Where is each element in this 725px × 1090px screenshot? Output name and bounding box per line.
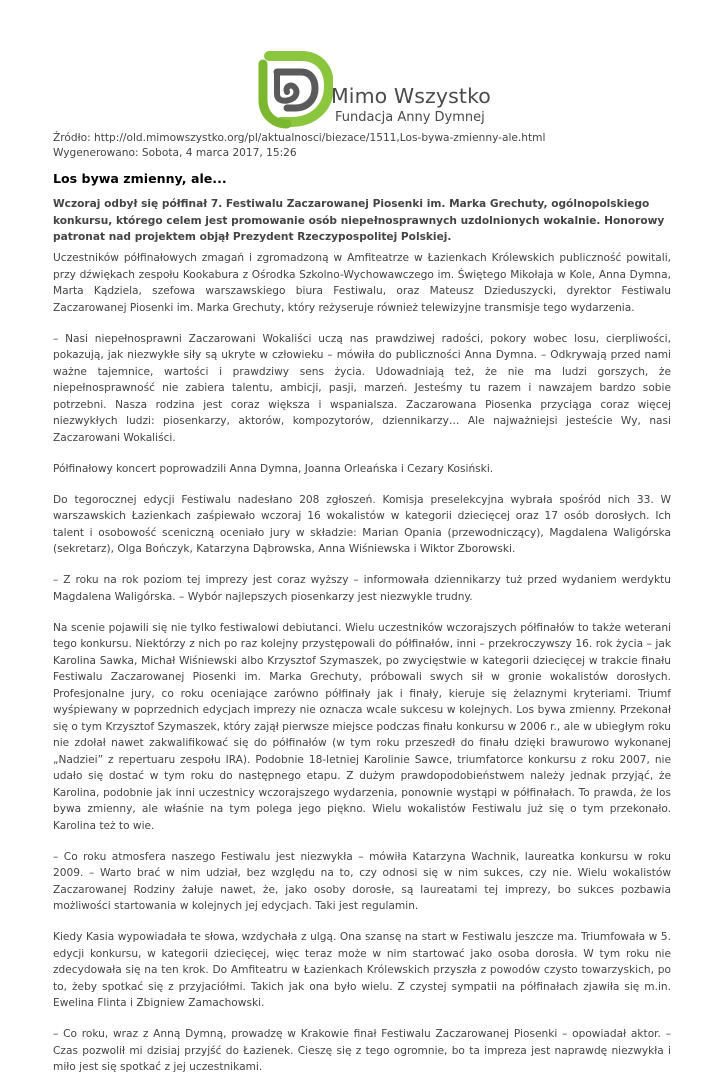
spiral-logo-icon (253, 50, 333, 130)
article-title: Los bywa zmienny, ale... (53, 171, 227, 186)
article-body (53, 250, 671, 1090)
article-paragraph: Na scenie pojawili się nie tylko festiwalowi debiutanci. Wielu uczestników wczorajszych półfinałów to także weterani tego konkursu. Niektórzy z nich po raz kolejny przystępowali do półfinałów, inni – przekroczywszy 16. rok życia – jak Karolina Sawka, Michał Wiśniewski albo Krzysztof Szymaszek, po zwycięstwie w kategorii dziecięcej w trakcie finału Festiwalu Zaczarowanej Piosenki im. Marka Grechuty, próbowali swych sił w gronie wokalistów dorosłych. Profesjonalne jury, co roku oceniające zarówno półfinały jak i finały, kieruje się żelaznymi kryteriami. Triumf wyśpiewany w poprzednich edycjach imprezy nie oznacza wcale sukcesu w kolejnych. Los bywa zmienny. Przekonał się o tym Krzysztof Szymaszek, który zajął pierwsze miejsce podczas finału konkursu w 2006 r., ale w ubiegłym roku nie zdołał nawet zakwalifikować się do półfinałów (w tym roku przeszedł do finału dzięki brawurowo wykonanej „Nadziei” z repertuaru zespołu IRA). Podobnie 18-letniej Karolinie Sawce, triumfatorce konkursu z roku 2007, nie udało się dostać w tym roku do następnego etapu. Z dużym prawdopodobieństwem należy jednak przyjąć, że Karolina, podobnie jak inni uczestnicy wczorajszego wydarzenia, ponownie wystąpi w półfinałach. To prawda, że los bywa zmienny, ale właśnie na tym polega jego piękno. Wielu wokalistów Festiwalu już się o tym przekonało. Karolina też to wie. (53, 621, 671, 832)
logo-subtitle: Fundacja Anny Dymnej (335, 110, 485, 125)
article-paragraph: – Z roku na rok poziom tej imprezy jest coraz wyższy – informowała dziennikarzy tuż przed wydaniem werdyktu Magdalena Waligórska. – Wybór najlepszych piosenkarzy jest niezwykle trudny. (53, 574, 671, 603)
article-paragraph: – Co roku atmosfera naszego Festiwalu jest niezwykła – mówiła Katarzyna Wachnik, laureatka konkursu w roku 2009. – Warto brać w nim udział, bez względu na to, czy odnosi się w nim sukces, czy nie. Wielu wokalistów Zaczarowanej Rodziny żałuje nawet, że, jako osoby dorosłe, są laureatami tej imprezy, bo sukces pozbawia możliwości startowania w kolejnych jej edycjach. Taki jest regulamin. (53, 850, 671, 912)
foundation-logo (253, 50, 553, 140)
article-lead: Wczoraj odbył się półfinał 7. Festiwalu Zaczarowanej Piosenki im. Marka Grechuty, ogólnopolskiego konkursu, którego celem jest promowanie osób niepełnosprawnych uzdolnionych wokalnie. Honorowy patronat nad projektem objął Prezydent Rzeczypospolitej Polskiej. (53, 198, 665, 243)
generated-date: Wygenerowano: Sobota, 4 marca 2017, 15:26 (53, 146, 297, 159)
article-paragraph: Półfinałowy koncert poprowadzili Anna Dymna, Joanna Orleańska i Cezary Kosiński. (53, 462, 494, 475)
article-paragraph: Do tegorocznej edycji Festiwalu nadesłano 208 zgłoszeń. Komisja preselekcyjna wybrała spośród nich 33. W warszawskich Łazienkach zaśpiewało wczoraj 16 wokalistów w kategorii dziecięcej oraz 17 osób dorosłych. Ich talent i osobowość sceniczną oceniało jury w składzie: Marian Opania (przewodniczący), Magdalena Waligórska (sekretarz), Olga Bończyk, Katarzyna Dąbrowska, Anna Wiśniewska i Wiktor Zborowski. (53, 493, 671, 555)
logo-title: Mimo Wszystko (331, 84, 491, 108)
article-paragraph: Kiedy Kasia wypowiadała te słowa, wzdychała z ulgą. Ona szansę na start w Festiwalu jeszcze ma. Triumfowała w 5. edycji konkursu, w kategorii dziecięcej, więc teraz może w nim startować jako osoba dorosła. W tym roku nie zdecydowała się na ten krok. Do Amfiteatru w Łazienkach Królewskich przyszła z powodów czysto towarzyskich, po to, żeby spotkać się z przyjaciółmi. Takich jak ona było wielu. Z czystej sympatii na półfinałach zjawiła się m.in. Ewelina Flinta i Zbigniew Zamachowski. (53, 931, 671, 1009)
document-meta (53, 131, 545, 160)
article-paragraph: – Co roku, wraz z Anną Dymną, prowadzę w Krakowie finał Festiwalu Zaczarowanej Piosenki – opowiadał aktor. – Czas pozwolił mi dzisiaj przyjść do Łazienek. Cieszę się z tego ogromnie, bo ta impreza jest naprawdę niezwykła i miło jest się spotkać z jej uczestnikami. (53, 1028, 671, 1073)
article-paragraph: – Nasi niepełnosprawni Zaczarowani Wokaliści uczą nas prawdziwej radości, pokory wobec losu, cierpliwości, pokazują, jak niezwykłe siły są ukryte w człowieku – mówiła do publiczności Anna Dymna. – Odkrywają przed nami ważne tajemnice, wartości i prawdziwy sens życia. Udowadniają też, że nie ma ludzi gorszych, że niepełnosprawność nie zabiera talentu, ambicji, pasji, marzeń. Jesteśmy tu razem i nawzajem bardzo sobie potrzebni. Nasza rodzina jest coraz większa i wspanialsza. Zaczarowana Piosenka przyciąga coraz więcej niezwykłych ludzi: piosenkarzy, aktorów, kompozytorów, dziennikarzy… Ale najważniejsi jesteście Wy, nasi Zaczarowani Wokaliści. (53, 332, 671, 444)
article-paragraph: Uczestników półfinałowych zmagań i zgromadzoną w Amfiteatrze w Łazienkach Królewskich publiczność powitali, przy dźwiękach zespołu Kookabura z Ośrodka Szkolno-Wychowawczego im. Świętego Mikołaja w Kole, Anna Dymna, Marta Kądziela, szefowa warszawskiego biura Festiwalu, oraz Mateusz Dzieduszycki, dyrektor Festiwalu Zaczarowanej Piosenki im. Marka Grechuty, który reżyseruje również telewizyjne transmisje tego wydarzenia. (53, 252, 671, 314)
source-url: Źródło: http://old.mimowszystko.org/pl/aktualnosci/biezace/1511,Los-bywa-zmienny-ale.html (53, 132, 546, 144)
